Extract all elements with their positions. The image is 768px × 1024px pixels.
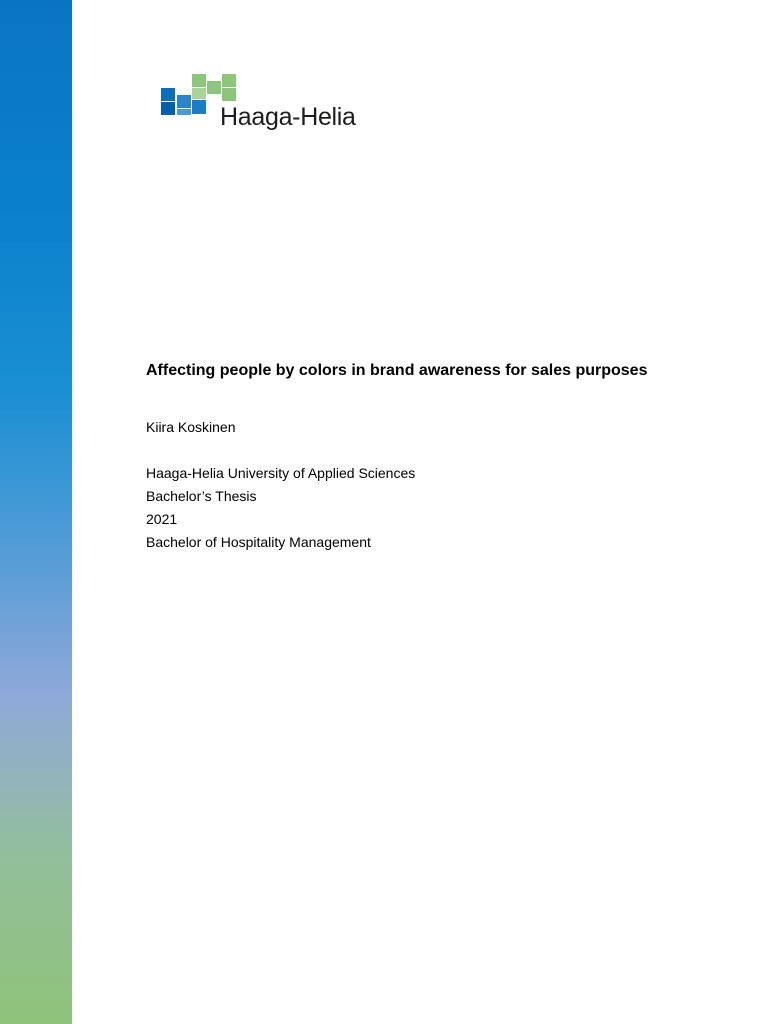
institution-name: Haaga-Helia University of Applied Sciences xyxy=(146,465,416,481)
degree-programme: Bachelor of Hospitality Management xyxy=(146,534,371,550)
thesis-type: Bachelor’s Thesis xyxy=(146,488,257,504)
haaga-helia-logo xyxy=(146,34,366,164)
logo-wordmark: Haaga-Helia xyxy=(220,103,356,131)
side-gradient-band xyxy=(0,0,72,1024)
thesis-title: Affecting people by colors in brand awareness for sales purposes xyxy=(146,362,648,379)
thesis-year: 2021 xyxy=(146,511,178,527)
author-name: Kiira Koskinen xyxy=(146,419,236,435)
